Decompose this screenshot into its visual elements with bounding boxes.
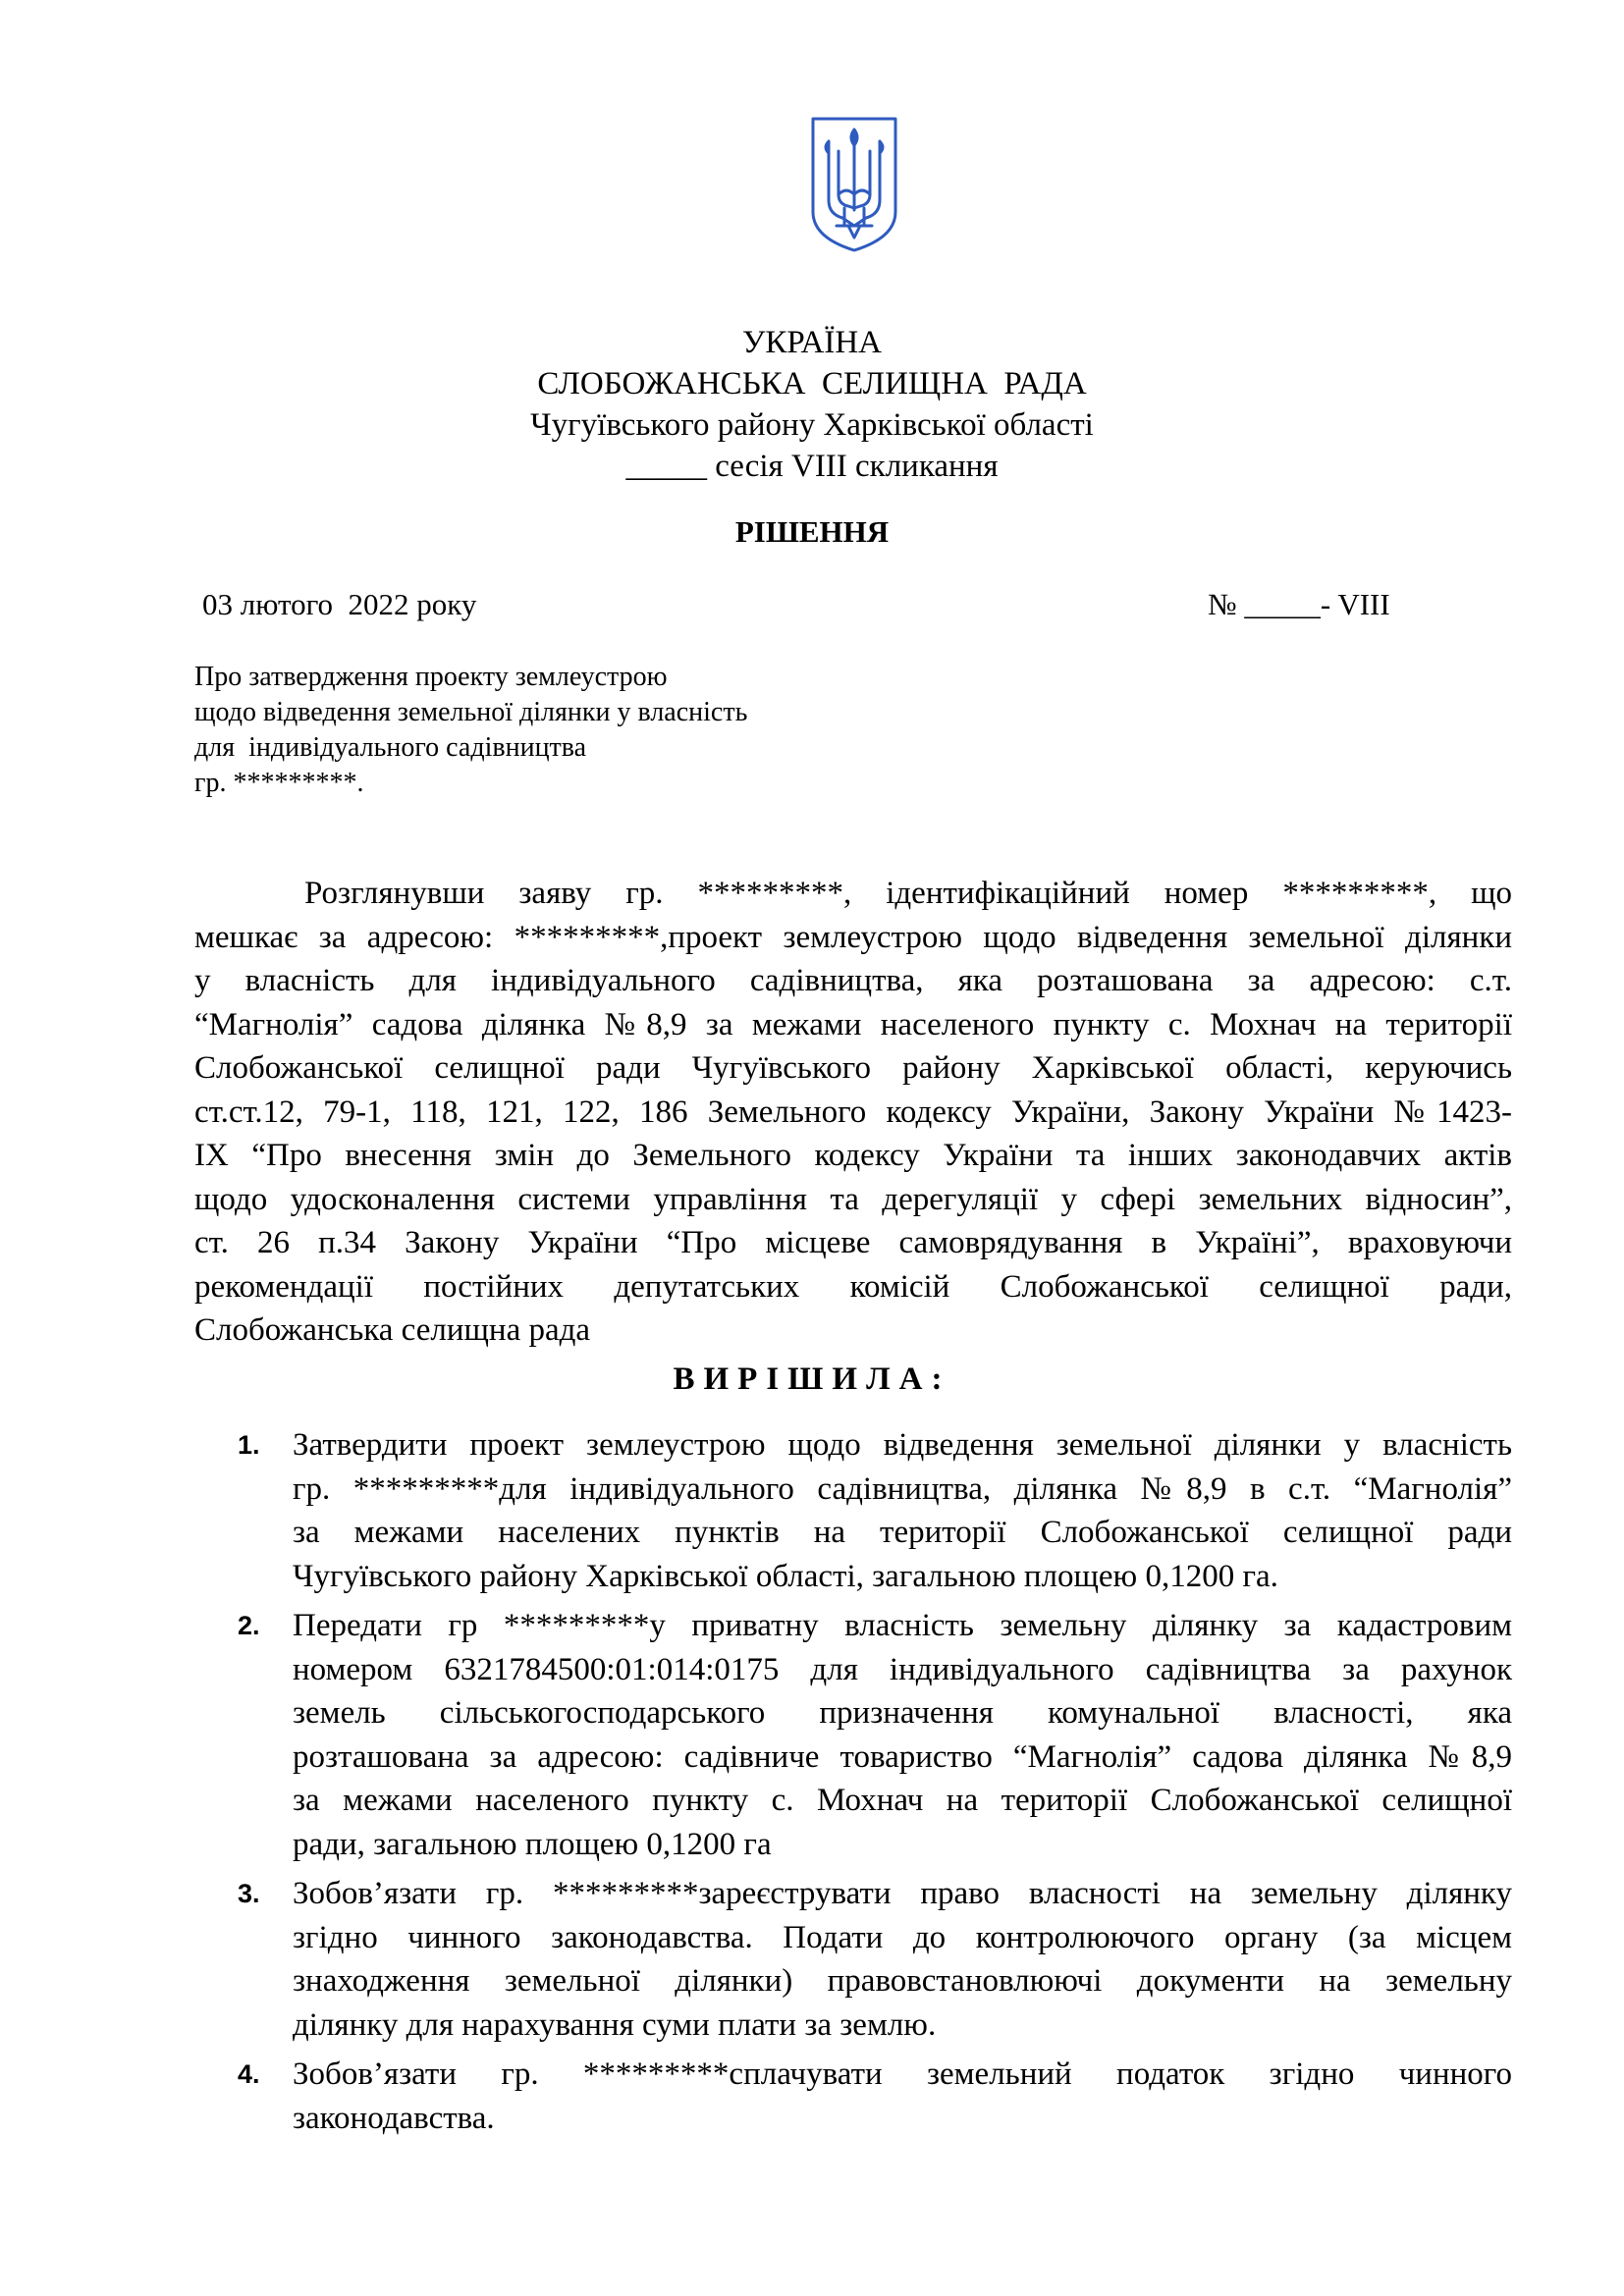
decision-item-1: [240, 1423, 1512, 1598]
preamble-paragraph: [194, 872, 1512, 1353]
item-number: 1.: [238, 1430, 260, 1460]
preamble-line: Слобожанської селищної ради Чугуївського району Харківської області, керуючись: [194, 1050, 1512, 1086]
item-line: ради, загальною площею 0,1200 га: [293, 1826, 772, 1862]
coat-of-arms-icon: [809, 116, 899, 253]
preamble-line: Розглянувши заяву гр. *********, ідентифікаційний номер *********, що: [304, 876, 1512, 911]
subject-line: для індивідуального садівництва: [194, 732, 587, 763]
document-title: РІШЕННЯ: [734, 514, 890, 549]
document-header: [0, 322, 1624, 487]
preamble-line: Слобожанська селищна рада: [194, 1312, 591, 1348]
item-line: за межами населених пунктів на території Слобожанської селищної ради: [293, 1515, 1512, 1550]
item-line: розташована за адресою: садівниче товариство “Магнолія” садова ділянка №8,9: [293, 1738, 1512, 1775]
preamble-line: мешкає за адресою: *********,проект землеустрою щодо відведення земельної ділянки: [194, 919, 1512, 955]
preamble-line: рекомендації постійних депутатських комісій Слобожанської селищної ради,: [194, 1268, 1512, 1305]
item-line: за межами населеного пункту с. Мохнач на території Слобожанської селищної: [293, 1783, 1512, 1818]
item-number: 3.: [238, 1879, 260, 1908]
decision-item-3: [240, 1872, 1512, 2047]
item-line: Зобов’язати гр. *********зареєструвати право власності на земельну ділянку: [293, 1876, 1512, 1911]
preamble-line: “Магнолія” садова ділянка №8,9 за межами населеного пункту с. Мохнач на території: [194, 1006, 1512, 1042]
item-text: [293, 1604, 1512, 1866]
subject-line: гр. *********.: [194, 768, 364, 798]
item-line: номером 6321784500:01:014:0175 для індивідуального садівництва за рахунок: [293, 1651, 1512, 1687]
subject-line: Про затвердження проекту землеустрою: [194, 662, 668, 692]
district-name: Чугуївського району Харківської області: [530, 407, 1094, 443]
item-line: Передати гр *********у приватну власність земельну ділянку за кадастровим: [293, 1608, 1512, 1643]
subject-line: щодо відведення земельної ділянки у власність: [194, 697, 748, 727]
item-number: 4.: [238, 2059, 260, 2089]
item-line: ділянку для нарахування суми плати за землю.: [293, 2006, 937, 2043]
item-line: законодавства.: [293, 2100, 495, 2136]
preamble-line: IX “Про внесення змін до Земельного кодексу України та інших законодавчих актів: [194, 1138, 1512, 1173]
council-name: СЛОБОЖАНСЬКА СЕЛИЩНА РАДА: [537, 366, 1087, 401]
preamble-line: у власність для індивідуального садівництва, яка розташована за адресою: с.т.: [194, 963, 1512, 998]
item-line: Затвердити проект землеустрою щодо відведення земельної ділянки у власність: [293, 1427, 1512, 1463]
decision-item-2: [240, 1604, 1512, 1866]
item-line: знаходження земельної ділянки) правовстановлюючі документи на земельну: [293, 1963, 1512, 1999]
decision-number: № _____- VIII: [1208, 587, 1390, 621]
item-number: 2.: [238, 1611, 260, 1640]
item-line: згідно чинного законодавства. Подати до контролюючого органу (за місцем: [293, 1919, 1512, 1955]
decision-item-4: [240, 2053, 1512, 2140]
resolved-heading: ВИРІШИЛА:: [673, 1362, 951, 1397]
item-text: [293, 1872, 1512, 2047]
preamble-line: ст. 26 п.34 Закону України “Про місцеве самоврядування в Україні”, враховуючи: [194, 1225, 1512, 1260]
decision-items: [240, 1423, 1512, 2146]
item-line: земель сільськогосподарського призначення комунальної власності, яка: [293, 1695, 1512, 1731]
decision-subject: [194, 660, 747, 801]
item-line: Чугуївського району Харківської області, загальною площею 0,1200 га.: [293, 1558, 1278, 1594]
item-text: [293, 2053, 1512, 2140]
session-line: _____ сесія VIII скликання: [625, 449, 999, 484]
item-line: гр. *********для індивідуального садівництва, ділянка №8,9 в с.т. “Магнолія”: [293, 1470, 1512, 1507]
decision-date: 03 лютого 2022 року: [202, 587, 477, 621]
preamble-line: ст.ст.12, 79-1, 118, 121, 122, 186 Земельного кодексу України, Закону України №1423-: [194, 1094, 1512, 1130]
preamble-line: щодо удосконалення системи управління та дерегуляції у сфері земельних відносин”,: [194, 1181, 1512, 1217]
item-text: [293, 1423, 1512, 1598]
country-name: УКРАЇНА: [742, 325, 882, 360]
item-line: Зобов’язати гр. *********сплачувати земельний податок згідно чинного: [293, 2056, 1512, 2092]
